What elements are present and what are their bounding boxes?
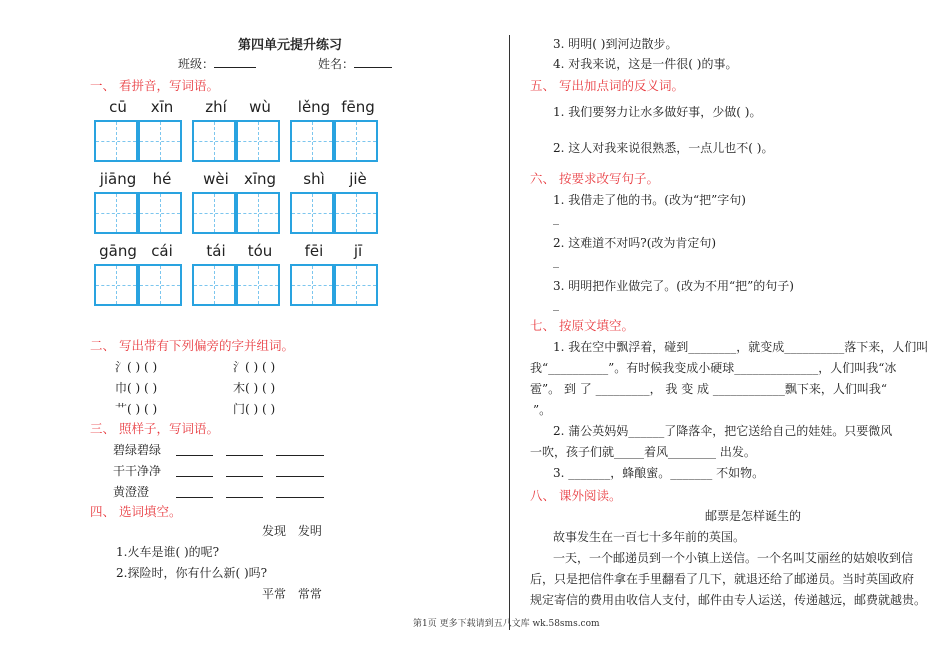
- question: 1. 我借走了他的书。(改为“把”字句): [553, 193, 746, 207]
- section-3-title: 三、 照样子，写词语。: [90, 421, 219, 436]
- tianzige-cell[interactable]: [236, 192, 280, 234]
- radical-item: 木( ) ( ): [233, 381, 276, 395]
- story-paragraph: 一天，一个邮递员到一个小镇上送信。一个名叫艾丽丝的姑娘收到信: [553, 551, 914, 565]
- pinyin-label: wù: [249, 98, 271, 116]
- answer-line[interactable]: _: [553, 211, 559, 225]
- tianzige-cell[interactable]: [290, 264, 334, 306]
- example-word: 碧绿碧绿: [113, 443, 162, 457]
- pinyin-label: jī: [353, 242, 363, 260]
- section-5-title: 五、 写出加点词的反义词。: [530, 78, 684, 93]
- page-title: 第四单元提升练习: [238, 38, 343, 53]
- class-field[interactable]: 班级：: [178, 55, 256, 72]
- section-6-title: 六、 按要求改写句子。: [530, 171, 659, 186]
- pinyin-label: zhí: [205, 98, 227, 116]
- tianzige-cell[interactable]: [334, 120, 378, 162]
- tianzige-cell[interactable]: [290, 120, 334, 162]
- question: 3. 明明( )到河边散步。: [553, 37, 678, 51]
- section-8-title: 八、 课外阅读。: [530, 488, 622, 503]
- passage-line: 3. _______，蜂酿蜜。_______ 不如物。: [553, 466, 765, 480]
- radical-item: 艹( ) ( ): [115, 402, 158, 416]
- pinyin-label: xīn: [150, 98, 174, 116]
- section-2-title: 二、 写出带有下列偏旁的字并组词。: [90, 338, 294, 353]
- example-word: 黄澄澄: [113, 485, 150, 499]
- radical-item: 氵( ) ( ): [115, 360, 158, 374]
- pinyin-label: xīng: [243, 170, 277, 188]
- tianzige-cell[interactable]: [138, 192, 182, 234]
- question: 2. 这难道不对吗?(改为肯定句): [553, 236, 717, 250]
- word-choices: 平常 常常: [262, 587, 322, 601]
- passage-line: 1. 我在空中飘浮着，碰到________，就变成__________落下来，人们叫: [553, 340, 929, 354]
- radical-item: 巾( ) ( ): [115, 381, 158, 395]
- pinyin-label: fēi: [304, 242, 324, 260]
- question: 2.探险时，你有什么新( )吗?: [116, 566, 268, 580]
- tianzige-cell[interactable]: [334, 192, 378, 234]
- name-field[interactable]: 姓名：: [318, 55, 392, 72]
- pinyin-label: shì: [303, 170, 325, 188]
- footer: 第1页 更多下载请到五八文库 wk.58sms.com: [413, 619, 600, 629]
- pinyin-label: lěng: [297, 98, 331, 116]
- tianzige-cell[interactable]: [138, 120, 182, 162]
- tianzige-cell[interactable]: [192, 192, 236, 234]
- tianzige-cell[interactable]: [192, 120, 236, 162]
- tianzige-cell[interactable]: [236, 120, 280, 162]
- section-1-title: 一、 看拼音，写词语。: [90, 78, 219, 93]
- passage-line: 2. 蒲公英妈妈______了降落伞，把它送给自己的娃娃。只要微风: [553, 424, 893, 438]
- tianzige-cell[interactable]: [94, 120, 138, 162]
- tianzige-cell[interactable]: [290, 192, 334, 234]
- tianzige-cell[interactable]: [192, 264, 236, 306]
- passage-line: 我“__________”。有时候我变成小硬球______________，人们叫我“冰: [530, 361, 897, 375]
- section-7-title: 七、 按原文填空。: [530, 318, 634, 333]
- passage-line: ”。: [533, 403, 552, 417]
- question: 3. 明明把作业做完了。(改为不用“把”的句子): [553, 279, 794, 293]
- tianzige-cell[interactable]: [236, 264, 280, 306]
- radical-item: 氵( ) ( ): [233, 360, 276, 374]
- question: 1.火车是谁( )的呢?: [116, 545, 220, 559]
- column-divider: [509, 35, 510, 630]
- pinyin-label: tái: [206, 242, 226, 260]
- question: 4. 对我来说，这是一件很( )的事。: [553, 57, 738, 71]
- question: 1. 我们要努力让水多做好事，少做( )。: [553, 105, 762, 119]
- passage-line: 一吹，孩子们就_____着风________ 出发。: [530, 445, 756, 459]
- answer-line[interactable]: _: [553, 254, 559, 268]
- example-word: 干干净净: [113, 464, 162, 478]
- pinyin-label: cū: [109, 98, 127, 116]
- pinyin-label: fēng: [341, 98, 375, 116]
- pinyin-label: tóu: [247, 242, 273, 260]
- story-paragraph: 故事发生在一百七十多年前的英国。: [553, 530, 746, 544]
- pinyin-label: jiāng: [99, 170, 137, 188]
- story-paragraph: 后，只是把信件拿在手里翻看了几下，就退还给了邮递员。当时英国政府: [530, 572, 915, 586]
- pinyin-label: cái: [151, 242, 173, 260]
- radical-item: 门( ) ( ): [233, 402, 276, 416]
- tianzige-cell[interactable]: [334, 264, 378, 306]
- pinyin-label: hé: [152, 170, 172, 188]
- word-choices: 发现 发明: [262, 524, 322, 538]
- tianzige-cell[interactable]: [94, 264, 138, 306]
- section-4-title: 四、 选词填空。: [90, 504, 182, 519]
- tianzige-cell[interactable]: [94, 192, 138, 234]
- story-paragraph: 规定寄信的费用由收信人支付，邮件由专人运送，传递越远，邮费就越贵。: [530, 593, 927, 607]
- pinyin-label: jiè: [349, 170, 367, 188]
- answer-line[interactable]: _: [553, 297, 559, 311]
- passage-line: 雹”。 到 了 _________， 我 变 成 ____________飘下来，人们叫我“: [530, 382, 887, 396]
- tianzige-cell[interactable]: [138, 264, 182, 306]
- story-title: 邮票是怎样诞生的: [705, 509, 802, 523]
- pinyin-label: wèi: [203, 170, 229, 188]
- question: 2. 这人对我来说很熟悉，一点儿也不( )。: [553, 141, 774, 155]
- pinyin-label: gāng: [99, 242, 137, 260]
